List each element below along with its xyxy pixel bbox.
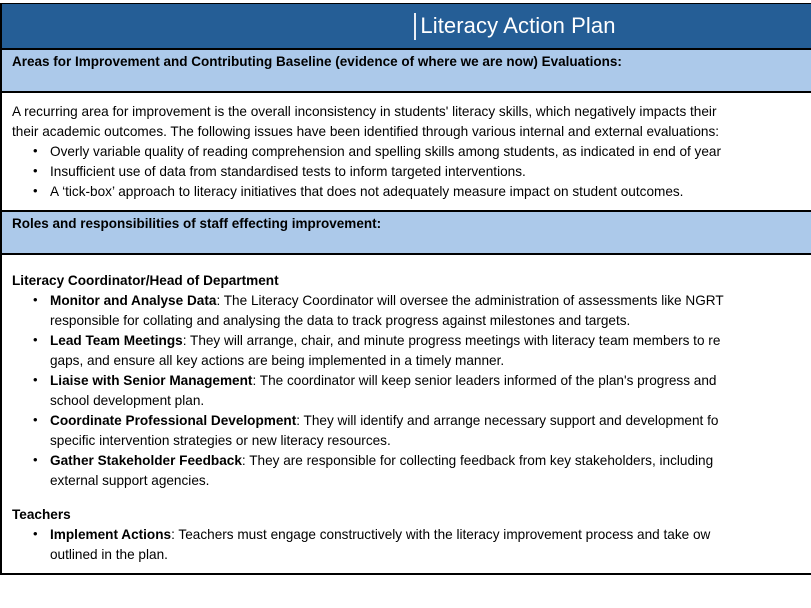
list-item[interactable] — [50, 182, 811, 202]
list-item-text: : The coordinator will keep senior leaders informed of the plan's progress and — [252, 373, 717, 388]
list-item[interactable] — [50, 142, 811, 162]
document-title-bar — [2, 4, 811, 50]
spacer — [2, 491, 811, 505]
list-item-lead: Coordinate Professional Development — [50, 413, 297, 428]
list-item-lead: Gather Stakeholder Feedback — [50, 453, 242, 468]
subheading-teachers: Teachers — [12, 507, 71, 522]
paragraph-line: their academic outcomes. The following issues have been identified through various internal and external evaluations: — [12, 124, 720, 139]
list-item-line: specific intervention strategies or new literacy resources. — [50, 433, 391, 448]
action-plan-table — [0, 3, 811, 575]
list-item-line — [50, 371, 811, 391]
bullet-list-literacy-coordinator — [2, 291, 811, 491]
list-item-line: • A ‘tick-box’ approach to literacy initiatives that does not adequately measure impact on student outcomes. — [50, 184, 684, 199]
list-item-line: external support agencies. — [50, 473, 210, 488]
list-item-line — [50, 411, 811, 431]
list-item-line: outlined in the plan. — [50, 547, 168, 562]
list-item-line: school development plan. — [50, 393, 205, 408]
list-item-line — [50, 291, 811, 311]
list-item-lead: Implement Actions — [50, 527, 172, 542]
list-item-lead: Monitor and Analyse Data — [50, 293, 217, 308]
list-item-text: : The Literacy Coordinator will oversee the administration of assessments like NGRT — [216, 293, 724, 308]
list-item-line: • Overly variable quality of reading comprehension and spelling skills among students, as indicated in end of year — [50, 144, 722, 159]
list-item[interactable] — [50, 525, 811, 565]
page-title[interactable]: Literacy Action Plan — [420, 13, 616, 38]
list-item-lead: Liaise with Senior Management — [50, 373, 253, 388]
list-item[interactable] — [50, 411, 811, 451]
section-body-roles-and-responsibilities[interactable] — [2, 255, 811, 575]
list-item-lead: Lead Team Meetings — [50, 333, 183, 348]
list-item[interactable] — [50, 331, 811, 371]
list-item-text: : They will identify and arrange necessary support and development fo — [296, 413, 719, 428]
list-item-text: : They are responsible for collecting feedback from key stakeholders, including — [241, 453, 714, 468]
section-body-areas-for-improvement[interactable] — [2, 93, 811, 212]
section-header-areas-for-improvement — [2, 50, 811, 93]
list-item-line: • Insufficient use of data from standardised tests to inform targeted interventions. — [50, 164, 526, 179]
list-item[interactable] — [50, 451, 811, 491]
list-item-text: : Teachers must engage constructively with the literacy improvement process and take ow — [171, 527, 711, 542]
list-item[interactable] — [50, 371, 811, 411]
section-header-roles-and-responsibilities — [2, 212, 811, 255]
bullet-list-areas-for-improvement — [2, 142, 811, 202]
list-item-text: : They will arrange, chair, and minute progress meetings with literacy team members to re — [182, 333, 721, 348]
section-header-label[interactable]: Roles and responsibilities of staff effecting improvement: — [12, 216, 382, 231]
paragraph-line: A recurring area for improvement is the overall inconsistency in students' literacy skills, which negatively impacts their — [12, 104, 717, 119]
list-item[interactable] — [50, 162, 811, 182]
list-item-line: responsible for collating and analysing the data to track progress against milestones and targets. — [50, 313, 631, 328]
list-item-line — [50, 451, 811, 471]
list-item-line — [50, 331, 811, 351]
title-inner — [414, 13, 615, 40]
list-item[interactable] — [50, 291, 811, 331]
list-item-line: gaps, and ensure all key actions are being implemented in a timely manner. — [50, 353, 505, 368]
spacer — [2, 264, 811, 271]
list-item-line — [50, 525, 811, 545]
section-header-label[interactable]: Areas for Improvement and Contributing Baseline (evidence of where we are now) Evaluations: — [12, 54, 622, 69]
text-caret — [414, 13, 416, 40]
subheading-literacy-coordinator: Literacy Coordinator/Head of Department — [12, 273, 279, 288]
bullet-list-teachers — [2, 525, 811, 565]
